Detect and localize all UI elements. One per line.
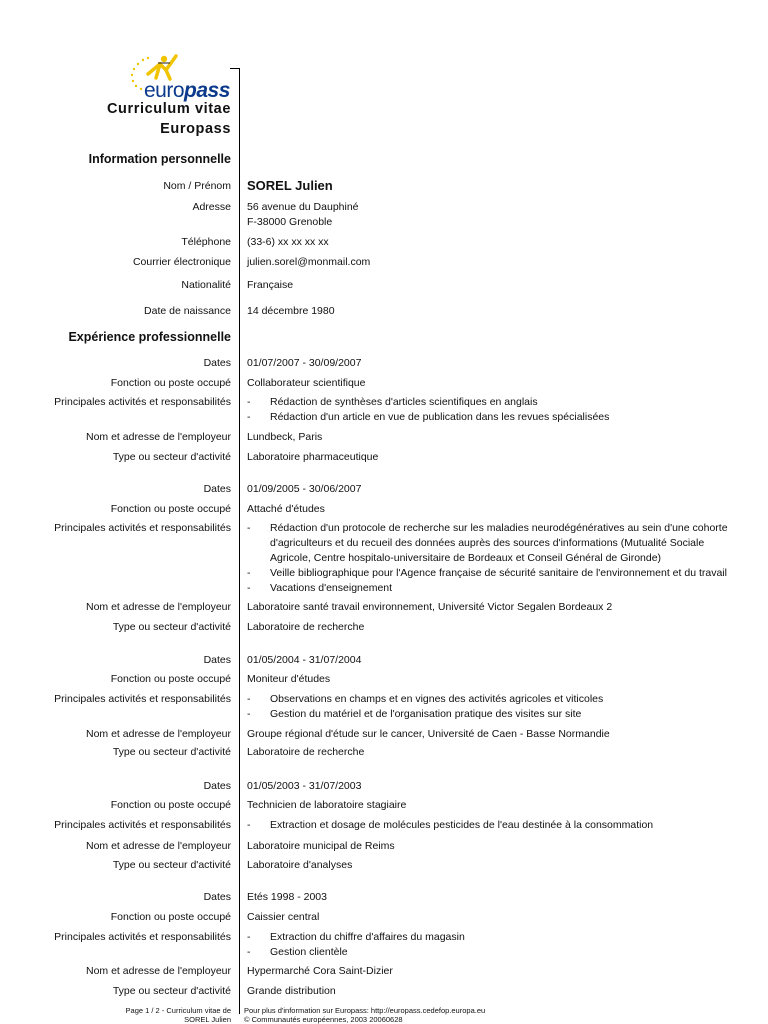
job-dates: 01/05/2004 - 31/07/2004	[247, 654, 362, 666]
cv-title-line1: Curriculum vitae	[106, 101, 231, 117]
job-function-label: Fonction ou poste occupé	[110, 799, 231, 811]
experience-heading: Expérience professionnelle	[68, 330, 231, 344]
birth-value: 14 décembre 1980	[247, 305, 335, 317]
job-employer: Laboratoire santé travail environnement, Université Victor Segalen Bordeaux 2	[247, 601, 613, 613]
footer-page-line1: Page 1 / 2 - Curriculum vitae de	[125, 1006, 231, 1015]
job-activities-label: Principales activités et responsabilités	[54, 522, 231, 534]
job-sector-label: Type ou secteur d'activité	[112, 746, 231, 758]
footer-info	[244, 1006, 485, 1024]
footer-page-info	[126, 1006, 231, 1024]
job-dates: 01/07/2007 - 30/09/2007	[247, 357, 362, 369]
job-employer-label: Nom et adresse de l'employeur	[86, 431, 231, 443]
wordmark-euro: euro	[144, 79, 185, 102]
job-sector: Laboratoire de recherche	[247, 621, 365, 633]
address-label: Adresse	[192, 201, 231, 213]
job-dates-label: Dates	[203, 654, 231, 666]
phone-value: (33-6) xx xx xx xx	[247, 236, 329, 248]
footer-info-link[interactable]: Pour plus d'information sur Europass: http://europass.cedefop.europa.eu	[244, 1006, 486, 1015]
column-divider	[239, 68, 240, 1014]
job-dates: 01/09/2005 - 30/06/2007	[247, 483, 362, 495]
job-activities-label: Principales activités et responsabilités	[54, 931, 231, 943]
job-function-label: Fonction ou poste occupé	[110, 673, 231, 685]
nationality-label: Nationalité	[181, 279, 231, 291]
job-dates: 01/05/2003 - 31/07/2003	[247, 780, 362, 792]
birth-label: Date de naissance	[144, 305, 231, 317]
jumping-figure-icon	[148, 56, 176, 79]
job-sector: Grande distribution	[247, 985, 336, 997]
footer-copyright: © Communautés européennes, 2003 20060628	[244, 1015, 403, 1024]
name-value: SOREL Julien	[247, 178, 333, 193]
job-employer-label: Nom et adresse de l'employeur	[86, 728, 231, 740]
job-employer: Hypermarché Cora Saint-Dizier	[247, 965, 393, 977]
name-label: Nom / Prénom	[163, 180, 231, 192]
job-employer: Groupe régional d'étude sur le cancer, Université de Caen - Basse Normandie	[247, 728, 610, 740]
address-line2: F-38000 Grenoble	[247, 216, 333, 228]
job-employer-label: Nom et adresse de l'employeur	[86, 601, 231, 613]
job-function: Moniteur d'études	[247, 673, 331, 685]
job-sector: Laboratoire pharmaceutique	[247, 451, 379, 463]
job-function-label: Fonction ou poste occupé	[110, 503, 231, 515]
phone-label: Téléphone	[181, 236, 231, 248]
wordmark-pass: pass	[184, 79, 230, 102]
job-dates-label: Dates	[203, 891, 231, 903]
job-dates-label: Dates	[203, 483, 231, 495]
job-function: Collaborateur scientifique	[247, 377, 366, 389]
job-sector: Laboratoire de recherche	[247, 746, 365, 758]
job-sector: Laboratoire d'analyses	[247, 859, 353, 871]
job-activities-label: Principales activités et responsabilités	[54, 396, 231, 408]
job-employer-label: Nom et adresse de l'employeur	[86, 965, 231, 977]
email-label: Courrier électronique	[132, 256, 231, 268]
job-dates: Etés 1998 - 2003	[247, 891, 327, 903]
job-employer: Laboratoire municipal de Reims	[247, 840, 395, 852]
job-activities-label: Principales activités et responsabilités	[54, 693, 231, 705]
nationality-value: Française	[247, 279, 294, 291]
job-function-label: Fonction ou poste occupé	[110, 377, 231, 389]
job-function-label: Fonction ou poste occupé	[110, 911, 231, 923]
job-sector-label: Type ou secteur d'activité	[112, 859, 231, 871]
europass-wordmark	[144, 80, 230, 102]
address-line1: 56 avenue du Dauphiné	[247, 201, 359, 213]
job-dates-label: Dates	[203, 780, 231, 792]
cv-title-line2: Europass	[160, 121, 231, 137]
job-function: Caissier central	[247, 911, 320, 923]
personal-heading: Information personnelle	[88, 152, 231, 166]
job-employer: Lundbeck, Paris	[247, 431, 323, 443]
job-dates-label: Dates	[203, 357, 231, 369]
email-value: julien.sorel@monmail.com	[247, 256, 371, 268]
job-function: Attaché d'études	[247, 503, 325, 515]
footer-page-line2: SOREL Julien	[184, 1015, 231, 1024]
job-sector-label: Type ou secteur d'activité	[112, 985, 231, 997]
job-activities-label: Principales activités et responsabilités	[54, 819, 231, 831]
job-sector-label: Type ou secteur d'activité	[112, 621, 231, 633]
job-sector-label: Type ou secteur d'activité	[112, 451, 231, 463]
job-function: Technicien de laboratoire stagiaire	[247, 799, 407, 811]
job-employer-label: Nom et adresse de l'employeur	[86, 840, 231, 852]
